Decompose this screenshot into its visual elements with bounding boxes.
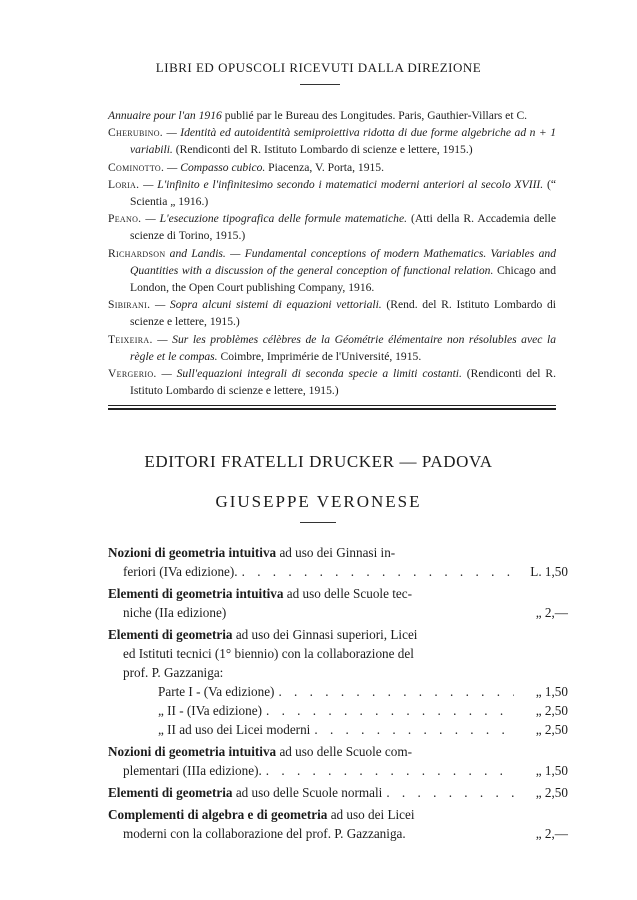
entry-details: publié par le Bureau des Longitudes. Paris, Gauthier-Villars et C.	[221, 109, 528, 122]
book-entry	[108, 742, 568, 780]
book-description: ad uso delle Scuole com-	[276, 744, 413, 759]
entry-author: Loria.	[108, 177, 140, 191]
author-rule	[300, 522, 336, 523]
list-item	[108, 245, 556, 297]
list-item	[108, 176, 556, 210]
entry-title: — Identità ed autoidentità semiproiettiva ridotta di due forme algebriche ad n + 1 variabili.	[130, 126, 556, 157]
section-divider-bottom	[108, 408, 556, 410]
list-item	[108, 124, 556, 158]
book-title: Elementi di geometria intuitiva	[108, 586, 284, 601]
entry-author: Richardson	[108, 246, 166, 260]
dot-leader	[278, 682, 514, 701]
book-description: niche (IIa edizione)	[123, 605, 227, 620]
book-description: plementari (IIIa edizione).	[123, 763, 262, 778]
entry-details: Coimbre, Imprimérie de l'Université, 1915.	[217, 349, 422, 363]
book-description: ad uso delle Scuole normali	[232, 785, 383, 800]
dot-leader	[314, 720, 514, 739]
entry-title: — Compasso cubico.	[164, 160, 266, 174]
entry-title: — Sopra alcuni sistemi di equazioni vettoriali.	[150, 298, 382, 312]
book-entry	[108, 805, 568, 843]
list-item	[108, 296, 556, 330]
entry-author: Peano.	[108, 212, 142, 226]
book-price: „ 1,50	[535, 684, 568, 699]
book-title: Nozioni di geometria intuitiva	[108, 545, 277, 560]
book-price: „ 2,50	[535, 703, 568, 718]
header-rule	[300, 84, 340, 85]
list-item	[108, 159, 556, 176]
book-price: „ 2,50	[535, 785, 568, 800]
book-entry	[108, 584, 568, 622]
received-books-list	[108, 107, 556, 399]
book-title: Nozioni di geometria intuitiva	[108, 744, 277, 759]
entry-author: Cominotto.	[108, 160, 165, 174]
book-price: „ 2,50	[535, 722, 568, 737]
entry-author: Cherubino.	[108, 126, 163, 140]
book-part: „ II ad uso dei Licei moderni	[158, 722, 311, 737]
list-item	[108, 210, 556, 244]
entry-details: (Rendiconti del R. Istituto Lombardo di scienze e lettere, 1915.)	[172, 143, 473, 157]
list-item	[108, 107, 556, 124]
publisher-heading: EDITORI FRATELLI DRUCKER — PADOVA	[144, 452, 493, 471]
entry-title: — Sur les problèmes célèbres de la Géométrie élémentaire non résolubles avec la règle et le compas.	[130, 332, 556, 363]
book-title: Elementi di geometria	[108, 627, 233, 642]
entry-details: (“ Scientia „ 1916.)	[130, 177, 556, 209]
book-description: ad uso dei Ginnasi in-	[276, 545, 396, 560]
book-part: „ II - (IVa edizione)	[158, 703, 262, 718]
entry-title: Annuaire pour l'an 1916	[108, 109, 222, 122]
list-item	[108, 331, 556, 365]
entry-author: Sibirani.	[108, 298, 151, 312]
entry-details: (Rendiconti del R. Istituto Lombardo di scienze e lettere, 1915.)	[130, 367, 556, 398]
book-part: Parte I - (Va edizione)	[158, 684, 275, 699]
entry-details: Piacenza, V. Porta, 1915.	[265, 160, 384, 174]
book-description: ed Istituti tecnici (1° biennio) con la collaborazione del	[123, 646, 414, 661]
entry-details: Chicago and London, the Open Court publishing Company, 1916.	[130, 263, 556, 295]
list-item	[108, 365, 556, 399]
entry-details: (Atti della R. Accademia delle scienze di Torino, 1915.)	[130, 212, 556, 243]
dot-leader	[266, 701, 514, 720]
dot-leader	[386, 783, 514, 802]
book-description: ad uso dei Ginnasi superiori, Licei	[232, 627, 418, 642]
section-divider-top	[108, 405, 556, 406]
book-entry	[108, 783, 568, 802]
book-description: ad uso dei Licei	[327, 807, 415, 822]
entry-title: and Landis. — Fundamental conceptions of modern Mathematics. Variables and Quantities with a discussion of the general conception of functional relation.	[130, 246, 556, 277]
entry-author: Teixeira.	[108, 332, 153, 346]
entry-details: (Rend. del R. Istituto Lombardo di scienze e lettere, 1915.)	[130, 298, 556, 329]
dot-leader	[242, 562, 514, 581]
entry-title: — L'esecuzione tipografica delle formule matematiche.	[141, 212, 407, 226]
book-price: L. 1,50	[530, 564, 568, 579]
book-entry	[108, 543, 568, 581]
book-description: prof. P. Gazzaniga:	[123, 665, 224, 680]
entry-title: — Sull'equazioni integrali di seconda specie a limiti costanti.	[156, 367, 462, 381]
book-price: „ 2,—	[535, 605, 568, 620]
author-heading: GIUSEPPE VERONESE	[215, 492, 422, 511]
book-entry	[108, 625, 568, 739]
book-title: Elementi di geometria	[108, 785, 233, 800]
book-price: „ 2,—	[535, 826, 568, 841]
book-catalog	[108, 543, 568, 846]
book-description: moderni con la collaborazione del prof. P. Gazzaniga.	[123, 826, 406, 841]
book-description: feriori (IVa edizione).	[123, 564, 238, 579]
book-title: Complementi di algebra e di geometria	[108, 807, 328, 822]
entry-title: — L'infinito e l'infinitesimo secondo i matematici moderni anteriori al secolo XVIII.	[139, 177, 544, 191]
book-description: ad uso delle Scuole tec-	[283, 586, 412, 601]
entry-author: Vergerio.	[108, 367, 157, 381]
dot-leader	[266, 761, 514, 780]
book-price: „ 1,50	[535, 763, 568, 778]
page-header: LIBRI ED OPUSCOLI RICEVUTI DALLA DIREZIONE	[155, 60, 482, 75]
